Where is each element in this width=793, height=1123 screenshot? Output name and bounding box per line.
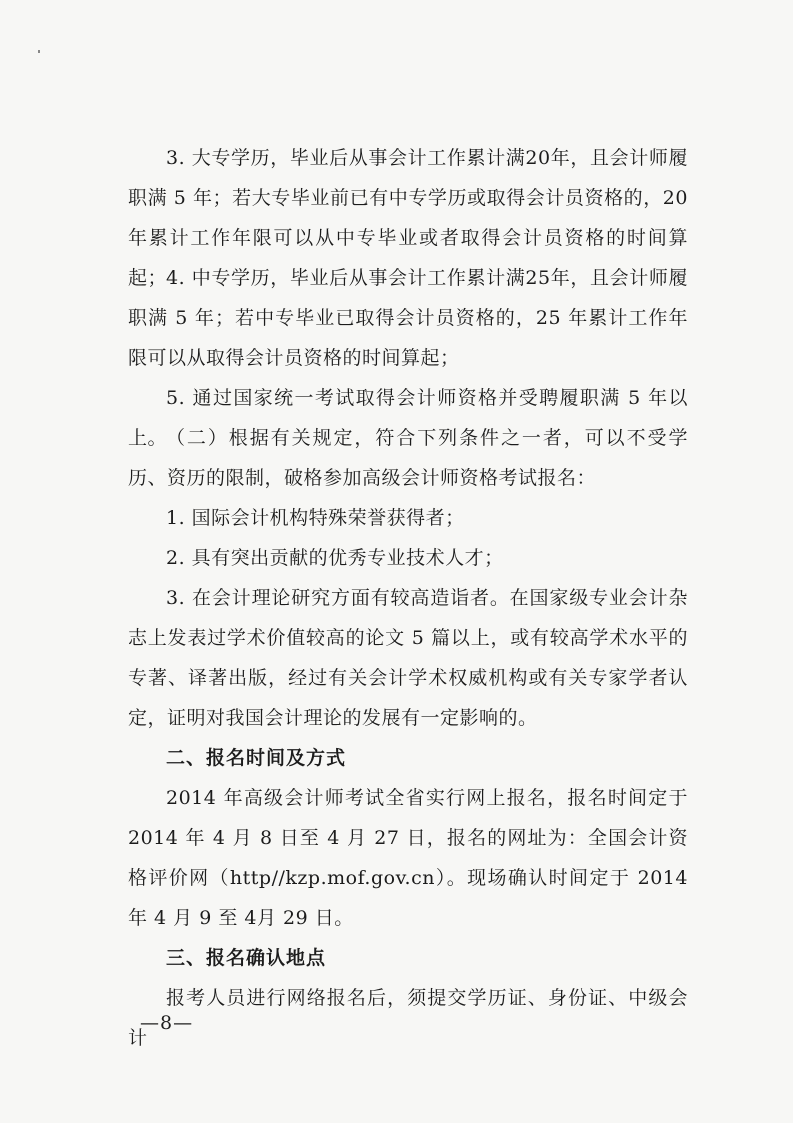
scan-speck bbox=[38, 50, 40, 53]
paragraph-item-3-junior-college: 3. 大专学历，毕业后从事会计工作累计满20年，且会计师履职满 5 年；若大专毕业前已有中专学历或取得会计员资格的，20年累计工作年限可以从中专毕业或者取得会计员资格的时间算起； bbox=[128, 147, 688, 289]
paragraph-item-5-exam: 5. 通过国家统一考试取得会计师资格并受聘履职满 5 年以上。 bbox=[128, 387, 688, 449]
paragraph-registration-time: 2014 年高级会计师考试全省实行网上报名，报名时间定于2014 年 4 月 8 日至 4 月 27 日，报名的网址为：全国会计资格评价网（http//kzp.mof.gov.cn）。现场确认时间定于 2014 年 4 月 9 至 4月 29 日。 bbox=[128, 787, 688, 929]
paragraph-exception-intro: （二）根据有关规定，符合下列条件之一者，可以不受学历、资历的限制，破格参加高级会计师资格考试报名： bbox=[128, 427, 688, 489]
paragraph-exception-3: 3. 在会计理论研究方面有较高造诣者。在国家级专业会计杂志上发表过学术价值较高的论文 5 篇以上，或有较高学术水平的专著、译著出版，经过有关会计学术权威机构或有关专家学者认定，证明对我国会计理论的发展有一定影响的。 bbox=[128, 587, 688, 729]
section-heading-registration-time: 二、报名时间及方式 bbox=[166, 747, 347, 769]
paragraph-exception-2: 2. 具有突出贡献的优秀专业技术人才； bbox=[166, 547, 504, 569]
paragraph-confirmation-location: 报考人员进行网络报名后，须提交学历证、身份证、中级会计 bbox=[128, 987, 688, 1049]
section-heading-confirmation-location: 三、报名确认地点 bbox=[166, 947, 327, 969]
page-number: —8— bbox=[140, 1012, 194, 1034]
paragraph-exception-1: 1. 国际会计机构特殊荣誉获得者； bbox=[166, 507, 465, 529]
paragraph-item-4-technical-school: 4. 中专学历，毕业后从事会计工作累计满25年，且会计师履职满 5 年；若中专毕业已取得会计员资格的，25 年累计工作年限可以从取得会计员资格的时间算起； bbox=[128, 267, 688, 369]
